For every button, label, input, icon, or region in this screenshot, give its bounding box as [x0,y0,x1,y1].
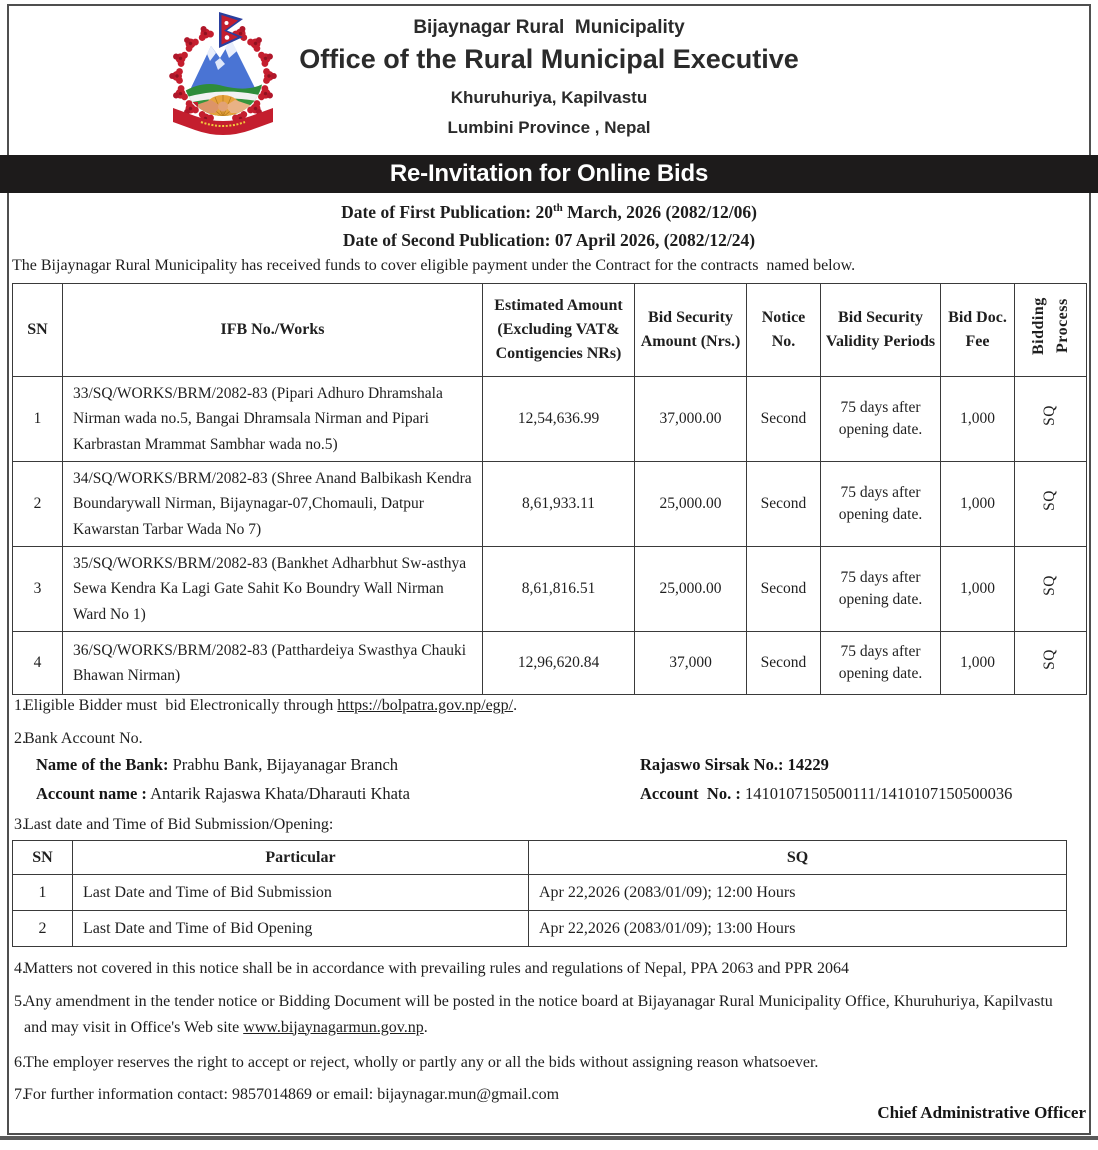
note-number: 3. [14,816,26,833]
col-header-sn: SN [13,841,73,875]
bank-name-row [36,752,1086,778]
col-header-particular: Particular [73,841,529,875]
cell-validity: 75 days after opening date. [821,547,941,632]
works-table-header-row [13,284,1087,377]
cell-sq-datetime: Apr 22,2026 (2083/01/09); 12:00 Hours [529,875,1067,911]
note-1-text: Eligible Bidder must bid Electronically through [24,697,338,714]
note-number: 5. [14,993,26,1010]
organization-name: Bijaynagar Rural Municipality [413,17,685,38]
note-1-period: . [513,697,518,714]
col-header-estimated-amount: Estimated Amount (Excluding VAT& Contigencies NRs) [483,284,635,377]
ordinal-suffix: th [553,202,563,215]
first-publication-prefix: Date of First Publication: 20 [341,202,554,222]
cell-notice: Second [747,462,821,547]
cell-bid-security: 37,000.00 [635,377,747,462]
cell-validity: 75 days after opening date. [821,632,941,695]
note-4 [0,956,1086,982]
note-number: 1. [14,697,26,714]
bottom-edge-bar [0,1136,1098,1140]
note-7-text: For further information contact: 9857014869 or email: bijaynagar.mun@gmail.com [24,1086,560,1103]
table-row [13,377,1087,462]
intro-paragraph: The Bijaynagar Rural Municipality has received funds to cover eligible payment under the Contract for the contracts named below. [12,257,856,274]
signature-title: Chief Administrative Officer [877,1103,1086,1122]
note-6-text: The employer reserves the right to accept or reject, wholly or partly any or all the bids without assigning reason whatsoever. [24,1054,819,1071]
note-3 [0,812,1086,838]
office-name: Office of the Rural Municipal Executive [299,44,799,74]
notice-title: Re-Invitation for Online Bids [389,160,709,187]
cell-work: 33/SQ/WORKS/BRM/2082-83 (Pipari Adhuro Dhramshala Nirman wada no.5, Bangai Dhramsala Nirman and Pipari Karbrastan Mrammat Sambhar wada no.5) [63,377,483,462]
second-publication-date: Date of Second Publication: 07 April 2026, (2082/12/24) [342,230,756,250]
first-publication-date [0,202,1098,223]
cell-notice: Second [747,632,821,695]
note-4-text: Matters not covered in this notice shall be in accordance with prevailing rules and regulations of Nepal, PPA 2063 and PPR 2064 [24,960,850,977]
cell-estimated: 8,61,816.51 [483,547,635,632]
cell-work: 34/SQ/WORKS/BRM/2082-83 (Shree Anand Balbikash Kendra Boundarywall Nirman, Bijaynagar-07,Chomauli, Datpur Kawarstan Tarbar Wada No 7) [63,462,483,547]
col-header-sn: SN [13,284,63,377]
col-header-notice-no: Notice No. [747,284,821,377]
cell-process: SQ [1015,547,1087,632]
bank-account-row [36,781,1086,807]
first-publication-suffix: March, 2026 (2082/12/06) [562,202,757,222]
bolpatra-link[interactable]: https://bolpatra.gov.np/egp/ [337,697,514,714]
col-header-bidding-process: Bidding Process [1015,284,1087,377]
cell-particular: Last Date and Time of Bid Opening [73,911,529,947]
table-row [13,462,1087,547]
cell-process: SQ [1015,632,1087,695]
note-number: 6. [14,1054,26,1071]
cell-work: 35/SQ/WORKS/BRM/2082-83 (Bankhet Adharbhut Sw-asthya Sewa Kendra Ka Lagi Gate Sahit Ko Boundry Wall Nirman Ward No 1) [63,547,483,632]
schedule-header-row [13,841,1067,875]
cell-sn: 4 [13,632,63,695]
table-row [13,547,1087,632]
col-header-bid-security: Bid Security Amount (Nrs.) [635,284,747,377]
cell-notice: Second [747,547,821,632]
cell-fee: 1,000 [941,377,1015,462]
note-6 [0,1050,1086,1076]
note-3-text: Last date and Time of Bid Submission/Opening: [24,816,334,833]
cell-sn: 1 [13,875,73,911]
note-5 [0,989,1078,1040]
cell-sn: 2 [13,462,63,547]
notice-title-banner [0,155,1098,193]
account-no-value: 1410107150500111/1410107150500036 [740,784,1013,803]
table-row [13,632,1087,695]
cell-bid-security: 25,000.00 [635,462,747,547]
note-1 [0,693,1086,719]
account-no-label: Account No. : [640,784,741,803]
col-header-works: IFB No./Works [63,284,483,377]
bid-schedule-table [12,840,1067,947]
cell-process: SQ [1015,462,1087,547]
cell-work: 36/SQ/WORKS/BRM/2082-83 (Patthardeiya Swasthya Chauki Bhawan Nirman) [63,632,483,695]
col-header-bid-doc-fee: Bid Doc. Fee [941,284,1015,377]
cell-fee: 1,000 [941,632,1015,695]
note-2 [0,726,1086,752]
col-header-validity: Bid Security Validity Periods [821,284,941,377]
account-name-label: Account name : [36,784,147,803]
cell-fee: 1,000 [941,462,1015,547]
note-5-text: Any amendment in the tender notice or Bidding Document will be posted in the notice board at Bijayanagar Rural Municipality Office, Khuruhuriya, Kapilvastu and may visit in Office's Web site [24,993,1053,1036]
cell-particular: Last Date and Time of Bid Submission [73,875,529,911]
cell-bid-security: 37,000 [635,632,747,695]
cell-estimated: 8,61,933.11 [483,462,635,547]
account-name-value: Antarik Rajaswa Khata/Dharauti Khata [146,784,410,803]
address-line-1: Khuruhuriya, Kapilvastu [450,88,648,107]
cell-sn: 1 [13,377,63,462]
note-number: 2. [14,730,26,747]
note-5-period: . [423,1018,428,1036]
note-2-text: Bank Account No. [24,730,143,747]
address-line-2: Lumbini Province , Nepal [447,118,651,137]
cell-sn: 3 [13,547,63,632]
table-row [13,875,1067,911]
cell-estimated: 12,54,636.99 [483,377,635,462]
note-number: 4. [14,960,26,977]
cell-validity: 75 days after opening date. [821,462,941,547]
table-row [13,911,1067,947]
works-table [12,283,1087,695]
cell-notice: Second [747,377,821,462]
cell-sq-datetime: Apr 22,2026 (2083/01/09); 13:00 Hours [529,911,1067,947]
cell-fee: 1,000 [941,547,1015,632]
cell-estimated: 12,96,620.84 [483,632,635,695]
bank-name-label: Name of the Bank: [36,755,169,774]
rajaswo-sirsak-no: Rajaswo Sirsak No.: 14229 [640,755,829,774]
cell-bid-security: 25,000.00 [635,547,747,632]
cell-sn: 2 [13,911,73,947]
bank-name-value: Prabhu Bank, Bijayanagar Branch [168,755,399,774]
cell-validity: 75 days after opening date. [821,377,941,462]
municipality-website-link[interactable]: www.bijaynagarmun.gov.np [243,1018,424,1036]
cell-process: SQ [1015,377,1087,462]
note-number: 7. [14,1086,26,1103]
col-header-sq: SQ [529,841,1067,875]
